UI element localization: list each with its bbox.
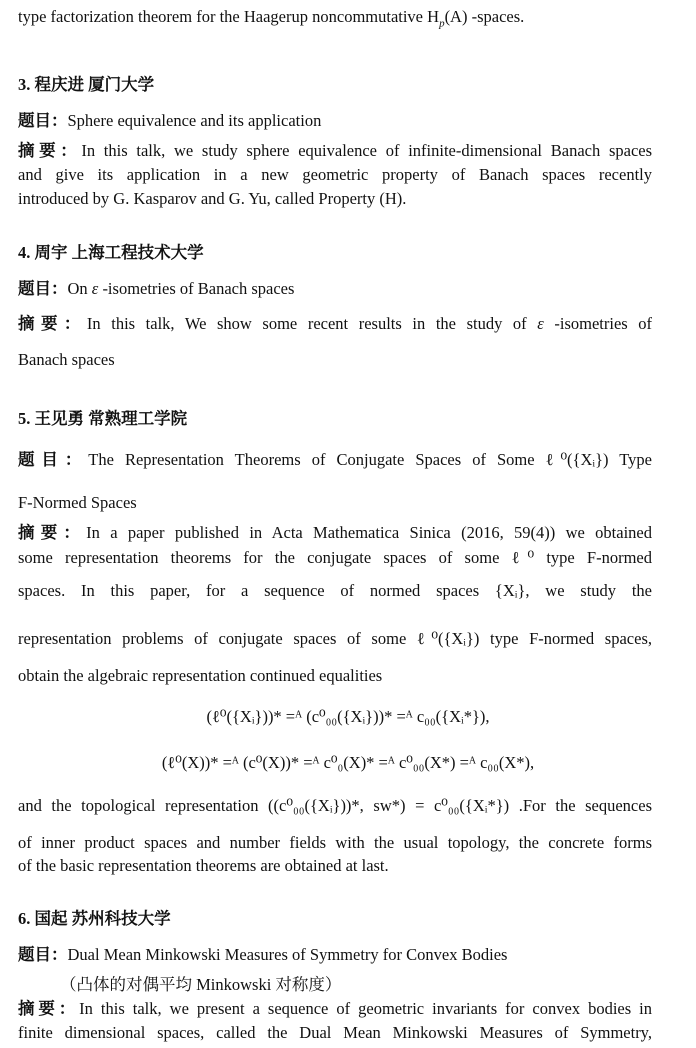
section-6-abstract-2: finite dimensional spaces, called the Dual Mean Minkowski Measures of Symmetry,: [18, 1023, 652, 1042]
section-6-title-2: （凸体的对偶平均 Minkowski 对称度）: [60, 975, 342, 994]
section-6-title-text: Dual Mean Minkowski Measures of Symmetry for Convex Bodies: [67, 945, 508, 964]
abstract-label: 摘要：: [18, 141, 82, 160]
section-5-title-1: [18, 449, 652, 471]
section-5-abstract-2: some representation theorems for the conjugate spaces of some ℓ⁰ type F-normed: [18, 548, 652, 567]
title-part: -isometries of Banach spaces: [98, 279, 295, 298]
section-3-abstract-1: [18, 140, 652, 162]
section-5-heading: 5. 王见勇 常熟理工学院: [18, 409, 188, 428]
section-5-abstract-7: of inner product spaces and number fields with the usual topology, the concrete forms: [18, 833, 652, 852]
section-4-title: [18, 278, 652, 300]
epsilon-symbol: ε: [537, 314, 544, 333]
section-6-title-1: [18, 944, 652, 966]
section-4-abstract-1: [18, 313, 652, 335]
intro-subscript: p: [439, 17, 445, 30]
abstract-text: -isometries of: [543, 314, 653, 333]
abstract-text: In this talk, we study sphere equivalence of infinite-dimensional Banach spaces: [81, 141, 653, 160]
section-5-abstract-3: spaces. In this paper, for a sequence of normed spaces {Xᵢ}, we study the: [18, 581, 652, 600]
abstract-label: 摘要：: [18, 523, 87, 542]
section-5-abstract-6: and the topological representation ((c⁰₀₀({Xᵢ}))*, sw*) = c⁰₀₀({Xᵢ*}) .For the sequences: [18, 796, 652, 815]
abstract-text: In this talk, We show some recent results in the study of: [86, 314, 538, 333]
abstract-text: In this talk, we present a sequence of geometric invariants for convex bodies in: [79, 999, 653, 1018]
title-label: 题目：: [18, 111, 68, 130]
section-6-abstract-1: [18, 998, 652, 1020]
section-3-title: [18, 110, 652, 132]
section-4-abstract-2: Banach spaces: [18, 350, 115, 369]
intro-tail: (A) -spaces.: [444, 7, 525, 26]
title-label: 题目：: [18, 450, 89, 469]
epsilon-symbol: ε: [91, 279, 99, 298]
title-part: On: [67, 279, 92, 298]
abstract-label: 摘要：: [18, 999, 80, 1018]
section-3-title-text: Sphere equivalence and its application: [67, 111, 322, 130]
title-label: 题目：: [18, 945, 68, 964]
section-5-abstract-5: obtain the algebraic representation continued equalities: [18, 666, 383, 685]
intro-text: type factorization theorem for the Haagerup noncommutative H: [18, 7, 440, 26]
section-3-heading: 3. 程庆进 厦门大学: [18, 75, 155, 94]
section-5-abstract-1: [18, 522, 652, 544]
section-5-abstract-4: representation problems of conjugate spaces of some ℓ⁰({Xᵢ}) type F-normed spaces,: [18, 629, 652, 648]
section-6-heading: 6. 国起 苏州科技大学: [18, 909, 171, 928]
abstract-label: 摘要：: [18, 314, 87, 333]
section-5-title-2: F-Normed Spaces: [18, 493, 137, 512]
section-5-abstract-8: of the basic representation theorems are obtained at last.: [18, 856, 389, 875]
abstract-text: In a paper published in Acta Mathematica Sinica (2016, 59(4)) we obtained: [86, 523, 652, 542]
section-5-title-text: The Representation Theorems of Conjugate Spaces of Some ℓ⁰({Xᵢ}) Type: [88, 450, 652, 469]
title-label: 题目：: [18, 279, 68, 298]
equation-2: (ℓ⁰(X))* =ᴬ (c⁰(X))* =ᴬ c⁰₀(X)* =ᴬ c⁰₀₀(X*) =ᴬ c₀₀(X*),: [161, 753, 535, 772]
section-3-abstract-2: and give its application in a new geometric property of Banach spaces recently: [18, 165, 652, 184]
equation-1: (ℓ⁰({Xᵢ}))* =ᴬ (c⁰₀₀({Xᵢ}))* =ᴬ c₀₀({Xᵢ*}),: [206, 707, 490, 726]
intro-line: [18, 6, 652, 28]
section-4-heading: 4. 周宇 上海工程技术大学: [18, 243, 204, 262]
section-3-abstract-3: introduced by G. Kasparov and G. Yu, called Property (H).: [18, 189, 407, 208]
